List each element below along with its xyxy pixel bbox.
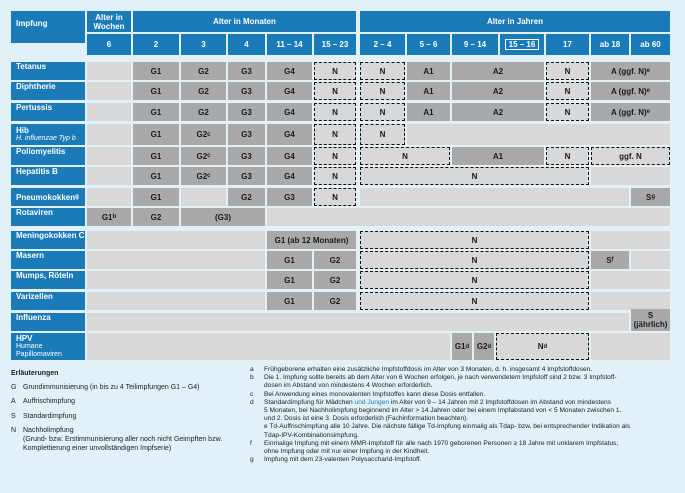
footnote-d: [250, 399, 680, 424]
cell: G3: [228, 103, 265, 121]
row-label-text: Mumps, Röteln: [16, 271, 74, 280]
row-label-text: Poliomyelitis: [16, 147, 66, 156]
col-4: 4: [228, 34, 265, 55]
footnote-e: [250, 423, 680, 439]
footnote-text-block: [264, 374, 617, 390]
footnote-f: [250, 440, 680, 456]
row-label-influenza: [11, 313, 85, 331]
cell: G2: [228, 188, 265, 206]
cell: N: [314, 167, 356, 185]
cell: N: [360, 251, 589, 269]
cell: [87, 313, 629, 331]
row-label-subtext: H. influenzae Typ b: [16, 135, 76, 142]
cell: G2: [181, 82, 226, 100]
cell: [360, 188, 629, 206]
footnote-text: Standardimpfung für Mädchen: [264, 398, 355, 406]
cell: G1: [133, 103, 179, 121]
cell: N: [360, 103, 405, 121]
footnote-text: Tdap-IPV-Kombinationsimpfung.: [264, 431, 359, 439]
row-label-text: Varizellen: [16, 292, 53, 301]
footnote-key: b: [250, 374, 254, 382]
cell: [87, 251, 265, 269]
header-alter-jahren: Alter in Jahren: [360, 11, 670, 32]
row-label-meningokokken: [11, 231, 85, 249]
cell-text: A (ggf. N): [610, 86, 647, 96]
header-alter-wochen: Alter in Wochen: [87, 11, 131, 32]
cell: G3: [228, 82, 265, 100]
footnote-line: [264, 399, 621, 407]
col-2: 2: [133, 34, 179, 55]
cell: [591, 271, 670, 289]
cell-text: G2: [196, 151, 208, 161]
footnote-text-highlight: und Jungen: [354, 398, 390, 406]
footnote-text: e Td-Auffrischimpfung alle 10 Jahre. Die nächste fällige Td-Impfung einmalig als Tdap- bzw. bei entsprechender Indikation als: [264, 423, 631, 431]
cell: G2: [181, 103, 226, 121]
row-label-text: Hepatitis B: [16, 167, 58, 176]
cell: [267, 208, 670, 226]
row-label-polio: [11, 147, 85, 165]
cell: N: [546, 62, 589, 80]
cell: G2 c: [181, 147, 226, 165]
cell-text: S: [606, 255, 612, 265]
cell: N: [360, 167, 589, 185]
cell: [87, 62, 131, 80]
cell: [591, 231, 670, 249]
row-label-varizellen: [11, 292, 85, 310]
row-label-text: Pertussis: [16, 103, 53, 112]
cell: A2: [452, 62, 544, 80]
cell: G1: [133, 167, 179, 185]
cell: G1: [267, 251, 312, 269]
cell: [631, 251, 670, 269]
cell: G1 b: [87, 208, 131, 226]
cell: A1: [407, 82, 450, 100]
cell: G1: [133, 82, 179, 100]
cell: G1: [267, 271, 312, 289]
cell: [87, 188, 131, 206]
col-15-16-label: 15 – 16: [505, 39, 540, 50]
footnote-text-block: [264, 440, 618, 456]
cell: [631, 309, 670, 331]
row-label-tetanus: [11, 62, 85, 80]
cell: G1: [133, 188, 179, 206]
cell: G2: [133, 208, 179, 226]
cell: [87, 333, 450, 360]
cell: [87, 167, 131, 185]
col-11-14: 11 – 14: [267, 34, 312, 55]
col-5-6: 5 – 6: [407, 34, 450, 55]
legend-text: Grundimmunisierung (in bis zu 4 Teilimpfungen G1 – G4): [23, 383, 200, 391]
cell: [87, 292, 265, 310]
cell-text: G2: [476, 342, 488, 351]
row-label-rotaviren: [11, 208, 85, 226]
legend-text: Nachholimpfung: [23, 427, 74, 435]
col-15-16: [500, 34, 544, 55]
cell: G1 (ab 12 Monaten): [267, 231, 356, 249]
cell: G4: [267, 103, 312, 121]
cell-text: A (ggf. N): [610, 66, 647, 76]
legend-item: [11, 427, 246, 453]
col-6: 6: [87, 34, 131, 55]
footnote-text: und 2. Dosis ist eine 3. Dosis erforderlich (Fachinformation beachten).: [264, 415, 469, 423]
cell: G1: [267, 292, 312, 310]
cell: A2: [452, 103, 544, 121]
legend-title: Erläuterungen: [11, 370, 59, 377]
col-9-14: 9 – 14: [452, 34, 498, 55]
cell-text: G1: [101, 212, 113, 222]
cell: G4: [267, 62, 312, 80]
cell: [87, 271, 265, 289]
footnote-key: d: [250, 398, 254, 406]
cell: [87, 103, 131, 121]
cell: G2: [181, 62, 226, 80]
cell: G1: [133, 62, 179, 80]
cell: N: [546, 82, 589, 100]
footnote-key: f: [250, 439, 252, 447]
cell: (G3): [181, 208, 265, 226]
cell: A (ggf. N) e: [591, 62, 670, 80]
cell: [87, 124, 131, 145]
cell: S f: [591, 251, 629, 269]
legend-text: Standardimpfung: [23, 412, 77, 420]
legend-key: A: [11, 398, 16, 406]
footnote-text: Frühgeborene erhalten eine zusätzliche Impfstoffdosis im Alter von 3 Monaten, d. h. insgesamt 4 Impfstoffdosen.: [264, 366, 593, 373]
footnote-text: Bei Anwendung eines monovalenten Impfstoffes kann diese Dosis entfallen.: [264, 390, 486, 398]
legend-item: [11, 384, 246, 393]
legend-text: Auffrischimpfung: [23, 398, 76, 406]
cell-text: G1: [454, 342, 466, 351]
row-label-text: Influenza: [16, 313, 51, 322]
cell-text: N: [537, 342, 544, 351]
legend-text: Komplettierung einer unvollständigen Impfserie): [23, 444, 172, 452]
cell: [591, 333, 670, 360]
footnote-key: g: [250, 456, 254, 464]
row-label-pneumokokken: Pneumokokken g: [11, 188, 85, 206]
cell: G4: [267, 124, 312, 145]
footnote-key: c: [250, 390, 254, 398]
legend-key: N: [11, 427, 17, 435]
row-label-hib: [11, 124, 85, 145]
cell: G2: [314, 292, 356, 310]
row-label-hepatitis-b: [11, 167, 85, 185]
cell: N: [360, 231, 589, 249]
row-label-text: Rotaviren: [16, 208, 53, 217]
cell: [407, 124, 670, 145]
col-17: 17: [546, 34, 589, 55]
row-label-hpv: [11, 333, 85, 360]
cell: N: [314, 188, 356, 206]
cell: G4: [267, 167, 312, 185]
footnote-g: [250, 456, 680, 464]
cell: N: [360, 147, 450, 165]
footnotes: [250, 366, 680, 464]
cell-text: G2: [196, 171, 208, 181]
row-label-text: Pneumokokken: [16, 192, 76, 202]
legend-text: (Grund- bzw. Erstimmunisierung aller noch nicht Geimpften bzw.: [23, 435, 223, 443]
footnote-a: [250, 366, 680, 374]
cell-text: S: [645, 192, 652, 202]
cell-text: S: [647, 311, 654, 320]
cell: N: [546, 103, 589, 121]
header-impfung: [11, 11, 85, 43]
row-label-text: HPV: [16, 334, 33, 343]
row-label-diphtherie: [11, 82, 85, 100]
cell-text: A (ggf. N): [610, 107, 647, 117]
footnote-text: Die 1. Impfung sollte bereits ab dem Alter von 6 Wochen erfolgen, je nach verwendetem Impfstoff sind 2 bzw. 3 Impfstoff-: [264, 374, 617, 382]
cell: N: [314, 103, 356, 121]
cell: N: [314, 82, 356, 100]
header-alter-monaten: Alter in Monaten: [133, 11, 356, 32]
row-label-pertussis: [11, 103, 85, 121]
cell: A2: [452, 82, 544, 100]
cell: N: [314, 62, 356, 80]
cell: G3: [228, 62, 265, 80]
col-3: 3: [181, 34, 226, 55]
cell: [87, 82, 131, 100]
legend-text-block: [23, 427, 222, 453]
footnote-text: ohne Impfung oder mit nur einer Impfung in der Kindheit.: [264, 448, 430, 456]
footnote-c: [250, 391, 680, 399]
row-label-text: Tetanus: [16, 62, 47, 71]
cell: A1: [407, 62, 450, 80]
cell: G4: [267, 147, 312, 165]
cell: N: [360, 124, 405, 145]
row-label-mumps: [11, 271, 85, 289]
cell: G2 c: [181, 167, 226, 185]
legend: [11, 370, 246, 459]
cell: [181, 188, 226, 206]
row-label-text: Diphtherie: [16, 82, 56, 91]
cell: N: [314, 124, 356, 145]
footnote-key: a: [250, 366, 254, 373]
row-label-text: Masern: [16, 251, 45, 260]
cell: G2: [314, 271, 356, 289]
header-impfung-text: Impfung: [16, 19, 48, 28]
cell: G2 d: [474, 333, 494, 360]
col-2-4: 2 – 4: [360, 34, 405, 55]
footnote-text-block: [264, 423, 630, 439]
row-label-text: Meningokokken C: [16, 231, 85, 240]
cell: N: [360, 62, 405, 80]
cell: S g: [631, 188, 670, 206]
cell-text: G2: [196, 130, 208, 139]
footnote-b: [250, 374, 680, 390]
footnote-text: 5 Monaten, bei Nachholimpfung beginnend im Alter > 14 Jahren oder bei einem Impfabstand von < 5 Monaten zwischen 1.: [264, 407, 622, 415]
cell: A1: [452, 147, 544, 165]
row-label-subtext: Humane: [16, 343, 43, 350]
cell: N: [314, 147, 356, 165]
footnote-text: dosen im Abstand von mindestens 4 Wochen erforderlich.: [264, 382, 433, 390]
cell: N: [546, 147, 589, 165]
row-label-masern: [11, 251, 85, 269]
cell: [591, 167, 670, 185]
col-ab-18: ab 18: [591, 34, 629, 55]
cell: N: [360, 271, 589, 289]
cell: G3: [228, 147, 265, 165]
cell: G3: [267, 188, 312, 206]
footnote-text: Einmalige Impfung mit einem MMR-Impfstoff für alle nach 1970 geborenen Personen ≥ 18 Jahre mit unklarem Impfstatus,: [264, 439, 619, 447]
footnote-text-block: [264, 399, 621, 424]
cell: [87, 231, 265, 249]
cell: G1: [133, 124, 179, 145]
cell: A (ggf. N) e: [591, 103, 670, 121]
row-label-subtext: Papillomaviren: [16, 351, 62, 358]
col-15-23: 15 – 23: [314, 34, 356, 55]
cell: G2: [314, 251, 356, 269]
cell: G3: [228, 167, 265, 185]
cell: N: [360, 82, 405, 100]
cell: A1: [407, 103, 450, 121]
cell: G4: [267, 82, 312, 100]
footnote-text: Impfung mit dem 23-valenten Polysaccharid-Impfstoff.: [264, 456, 422, 464]
cell: ggf. N: [591, 147, 670, 165]
footnote-key: [250, 423, 264, 439]
legend-item: [11, 398, 246, 407]
cell: G3: [228, 124, 265, 145]
row-label-text: Hib: [16, 126, 29, 135]
cell: A (ggf. N) e: [591, 82, 670, 100]
cell: G1: [133, 147, 179, 165]
cell: G1 d: [452, 333, 472, 360]
col-ab-60: ab 60: [631, 34, 670, 55]
cell: N d: [496, 333, 589, 360]
cell: N: [360, 292, 589, 310]
cell: [87, 147, 131, 165]
cell: [591, 292, 670, 310]
legend-key: S: [11, 412, 16, 420]
footnote-text: im Alter von 9 – 14 Jahren mit 2 Impfstoffdosen im Abstand von mindestens: [389, 398, 612, 406]
legend-item: [11, 413, 246, 422]
cell-text: (jährlich): [633, 320, 668, 329]
cell: G2 c: [181, 124, 226, 145]
legend-key: G: [11, 383, 17, 391]
